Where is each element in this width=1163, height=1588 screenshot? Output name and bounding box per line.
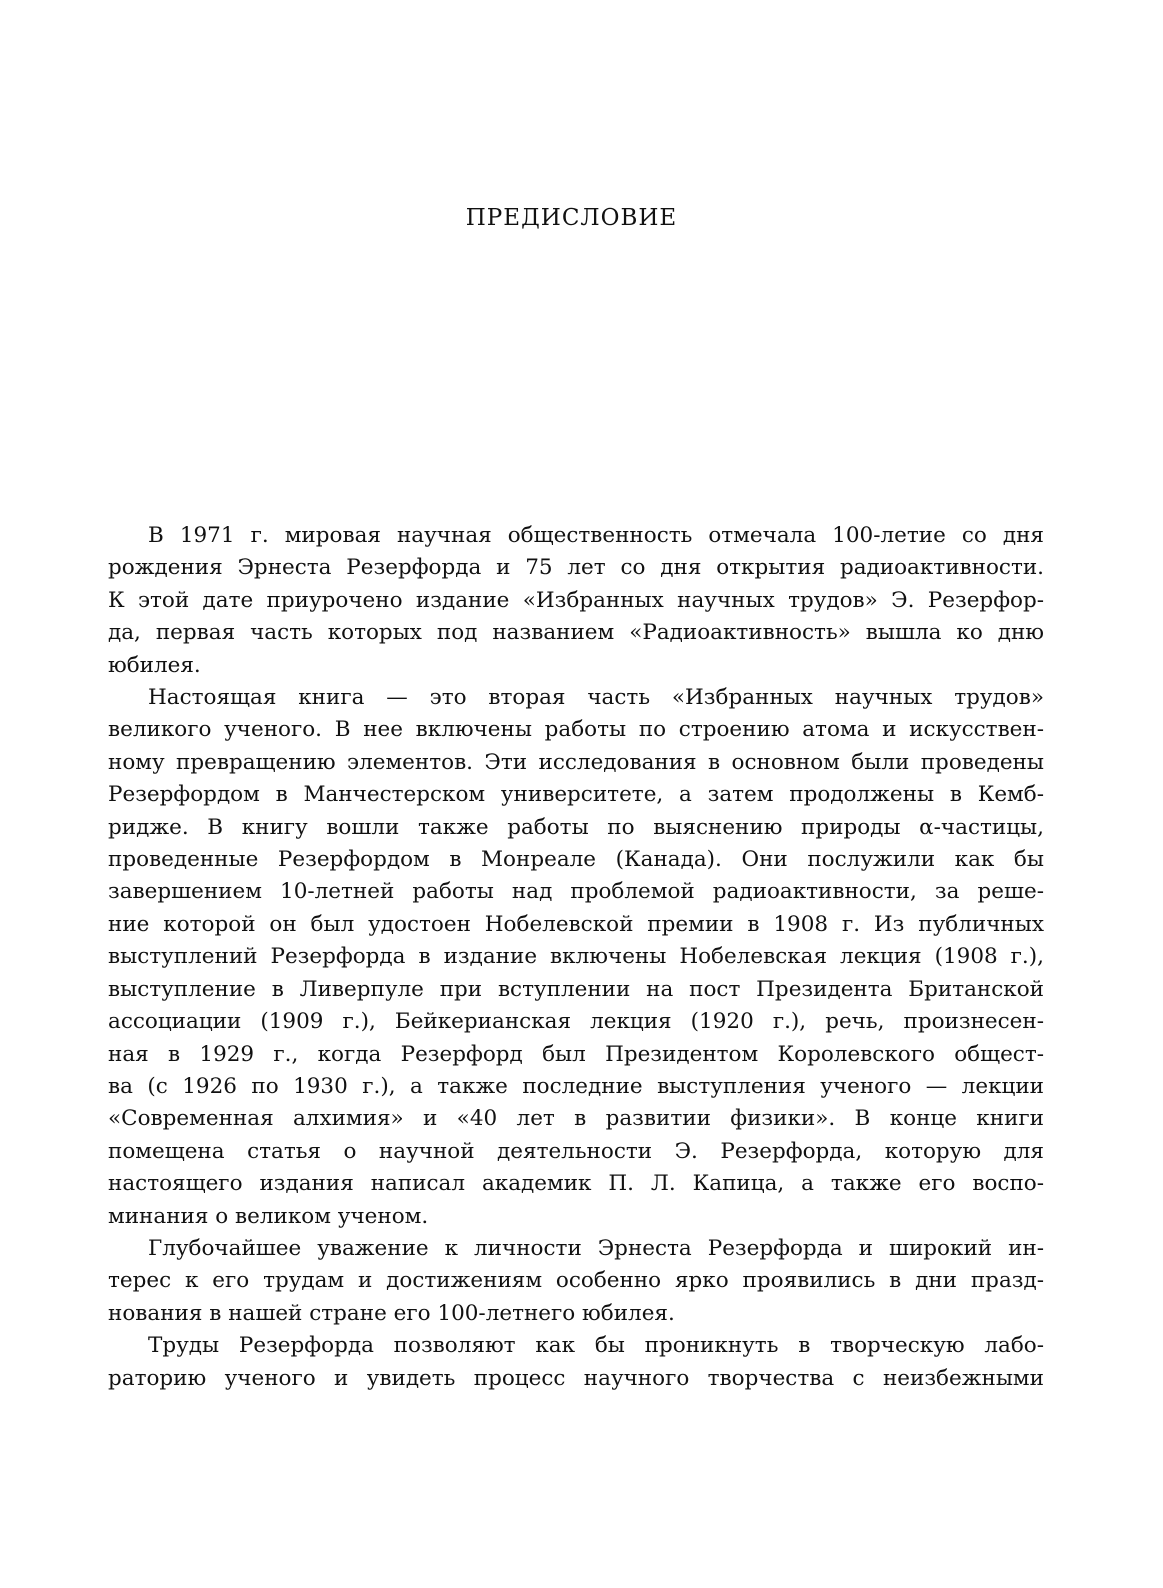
text-line: выступлений Резерфорда в издание включены Нобелевская лекция (1908 г.), [108, 944, 1044, 970]
paragraph-2 [108, 682, 1044, 1233]
preface-body [108, 520, 1044, 1395]
text-line: проведенные Резерфордом в Монреале (Канада). Они послужили как бы [108, 847, 1044, 873]
text-line: завершением 10-летней работы над проблемой радиоактивности, за реше- [108, 879, 1044, 905]
text-line: «Современная алхимия» и «40 лет в развитии физики». В конце книги [108, 1106, 1044, 1132]
text-line: В 1971 г. мировая научная общественность отмечала 100-летие со дня [148, 523, 1044, 548]
text-line: рождения Эрнеста Резерфорда и 75 лет со дня открытия радиоактивности. [108, 555, 1044, 581]
text-line: ва (с 1926 по 1930 г.), а также последние выступления ученого — лекции [108, 1073, 1044, 1099]
page-title: ПРЕДИСЛОВИЕ [465, 205, 678, 231]
text-line: Глубочайшее уважение к личности Эрнеста Резерфорда и широкий ин- [148, 1235, 1044, 1261]
text-line: минания о великом ученом. [108, 1203, 429, 1229]
text-line: настоящего издания написал академик П. Л. Капица, а также его воспо- [108, 1171, 1044, 1197]
text-line: терес к его трудам и достижениям особенно ярко проявились в дни празд- [108, 1268, 1044, 1294]
text-line: Резерфордом в Манчестерском университете, а затем продолжены в Кемб- [108, 782, 1044, 808]
text-line: юбилея. [108, 652, 201, 678]
paragraph-4 [108, 1330, 1044, 1395]
text-line: выступление в Ливерпуле при вступлении на пост Президента Британской [108, 976, 1044, 1002]
text-line: ридже. В книгу вошли также работы по выяснению природы α-частицы, [108, 814, 1044, 840]
text-line: великого ученого. В нее включены работы по строению атома и искусствен- [108, 717, 1044, 743]
text-line: Труды Резерфорда позволяют как бы проникнуть в творческую лабо- [148, 1333, 1044, 1359]
text-line: ассоциации (1909 г.), Бейкерианская лекция (1920 г.), речь, произнесен- [108, 1009, 1044, 1035]
text-line: да, первая часть которых под названием «Радиоактивность» вышла ко дню [108, 620, 1044, 646]
text-line: К этой дате приурочено издание «Избранных научных трудов» Э. Резерфор- [108, 587, 1044, 613]
text-line: ная в 1929 г., когда Резерфорд был Президентом Королевского общест- [108, 1041, 1044, 1067]
text-line: раторию ученого и увидеть процесс научного творчества с неизбежными [108, 1365, 1044, 1391]
paragraph-3 [108, 1233, 1044, 1330]
text-line: ному превращению элементов. Эти исследования в основном были проведены [108, 749, 1044, 775]
text-line: ние которой он был удостоен Нобелевской премии в 1908 г. Из публичных [108, 911, 1044, 937]
paragraph-1 [108, 520, 1044, 682]
text-line: Настоящая книга — это вторая часть «Избранных научных трудов» [148, 685, 1044, 711]
text-line: помещена статья о научной деятельности Э. Резерфорда, которую для [108, 1138, 1044, 1164]
text-line: нования в нашей стране его 100-летнего юбилея. [108, 1300, 675, 1326]
